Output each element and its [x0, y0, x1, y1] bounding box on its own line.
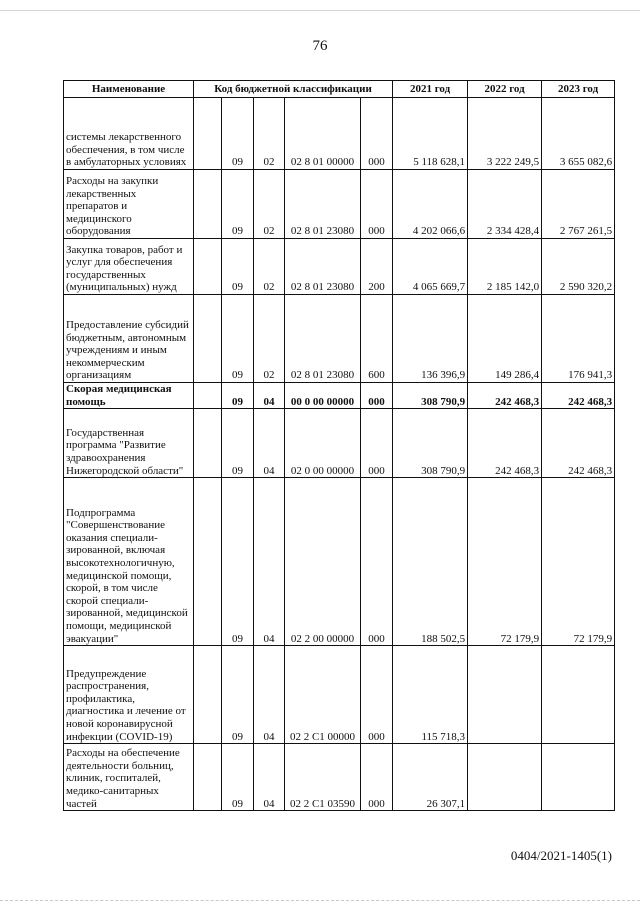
empty-code-cell: [194, 239, 222, 295]
value-2021: 5 118 628,1: [393, 98, 468, 170]
code-target-article: 02 8 01 23080: [285, 295, 361, 383]
table-row: [64, 295, 615, 383]
code-section: 09: [222, 646, 254, 744]
code-target-article: 02 2 00 00000: [285, 478, 361, 646]
row-name: Предоставление субсидий бюджетным, автономным учреждениям и иным некоммерческим организациям: [64, 295, 194, 383]
code-target-article: 02 8 01 00000: [285, 98, 361, 170]
value-2023: [542, 744, 615, 811]
value-2022: 242 468,3: [468, 409, 542, 478]
budget-table: [63, 80, 615, 811]
value-2021: 308 790,9: [393, 409, 468, 478]
row-name: системы лекарственного обеспечения, в том числе в амбулаторных условиях: [64, 98, 194, 170]
empty-code-cell: [194, 478, 222, 646]
code-section: 09: [222, 383, 254, 409]
table-row: [64, 170, 615, 239]
empty-code-cell: [194, 295, 222, 383]
page-number: 76: [312, 38, 328, 54]
value-2022: 242 468,3: [468, 383, 542, 409]
code-target-article: 02 0 00 00000: [285, 409, 361, 478]
code-target-article: 02 8 01 23080: [285, 239, 361, 295]
empty-code-cell: [194, 383, 222, 409]
code-section: 09: [222, 98, 254, 170]
code-subsection: 02: [254, 170, 285, 239]
code-expense-type: 000: [361, 98, 393, 170]
value-2022: 3 222 249,5: [468, 98, 542, 170]
code-expense-type: 600: [361, 295, 393, 383]
table-header-row: [64, 81, 615, 98]
table-row: [64, 383, 615, 409]
code-subsection: 02: [254, 98, 285, 170]
value-2023: 176 941,3: [542, 295, 615, 383]
code-subsection: 04: [254, 383, 285, 409]
row-name: Скорая медицинская помощь: [64, 383, 194, 409]
code-section: 09: [222, 239, 254, 295]
code-target-article: 02 2 C1 00000: [285, 646, 361, 744]
value-2023: 3 655 082,6: [542, 98, 615, 170]
value-2022: 72 179,9: [468, 478, 542, 646]
code-expense-type: 000: [361, 383, 393, 409]
value-2021: 136 396,9: [393, 295, 468, 383]
value-2021: 188 502,5: [393, 478, 468, 646]
table-row: [64, 478, 615, 646]
code-section: 09: [222, 478, 254, 646]
table-row: [64, 239, 615, 295]
code-target-article: 00 0 00 00000: [285, 383, 361, 409]
code-expense-type: 000: [361, 646, 393, 744]
value-2023: 2 767 261,5: [542, 170, 615, 239]
table-row: [64, 409, 615, 478]
value-2022: [468, 646, 542, 744]
empty-code-cell: [194, 98, 222, 170]
code-section: 09: [222, 409, 254, 478]
value-2022: 2 334 428,4: [468, 170, 542, 239]
value-2021: 26 307,1: [393, 744, 468, 811]
empty-code-cell: [194, 170, 222, 239]
table-row: [64, 98, 615, 170]
code-subsection: 02: [254, 239, 285, 295]
row-name: Подпрограмма "Совершенствование оказания специали-зированной, включая высокотехнологичную, медицинской помощи, скорой, в том числе скорой специали-зированной, медицинской помощи, медицинской эвакуации": [64, 478, 194, 646]
code-target-article: 02 8 01 23080: [285, 170, 361, 239]
value-2023: 242 468,3: [542, 409, 615, 478]
row-name: Расходы на закупки лекарственных препаратов и медицинского оборудования: [64, 170, 194, 239]
value-2023: 2 590 320,2: [542, 239, 615, 295]
code-subsection: 04: [254, 409, 285, 478]
code-section: 09: [222, 295, 254, 383]
code-expense-type: 000: [361, 170, 393, 239]
header-2022: 2022 год: [468, 81, 542, 98]
top-rule: [0, 10, 640, 11]
header-code: Код бюджетной классификации: [194, 81, 393, 98]
header-2023: 2023 год: [542, 81, 615, 98]
value-2023: [542, 646, 615, 744]
table-row: [64, 744, 615, 811]
code-expense-type: 000: [361, 478, 393, 646]
value-2023: 72 179,9: [542, 478, 615, 646]
value-2021: 115 718,3: [393, 646, 468, 744]
code-section: 09: [222, 170, 254, 239]
header-name: Наименование: [64, 81, 194, 98]
bottom-rule: [0, 900, 640, 901]
value-2022: 149 286,4: [468, 295, 542, 383]
value-2021: 4 202 066,6: [393, 170, 468, 239]
code-subsection: 04: [254, 744, 285, 811]
code-target-article: 02 2 C1 03590: [285, 744, 361, 811]
value-2022: 2 185 142,0: [468, 239, 542, 295]
value-2022: [468, 744, 542, 811]
row-name: Государственная программа "Развитие здравоохранения Нижегородской области": [64, 409, 194, 478]
code-expense-type: 000: [361, 409, 393, 478]
row-name: Предупреждение распространения, профилактика, диагностика и лечение от новой коронавирусной инфекции (COVID-19): [64, 646, 194, 744]
row-name: Закупка товаров, работ и услуг для обеспечения государственных (муниципальных) нужд: [64, 239, 194, 295]
document-id: 0404/2021-1405(1): [510, 848, 612, 863]
value-2021: 308 790,9: [393, 383, 468, 409]
value-2023: 242 468,3: [542, 383, 615, 409]
table-row: [64, 646, 615, 744]
code-subsection: 02: [254, 295, 285, 383]
code-section: 09: [222, 744, 254, 811]
empty-code-cell: [194, 646, 222, 744]
code-expense-type: 200: [361, 239, 393, 295]
empty-code-cell: [194, 409, 222, 478]
code-subsection: 04: [254, 478, 285, 646]
header-2021: 2021 год: [393, 81, 468, 98]
empty-code-cell: [194, 744, 222, 811]
row-name: Расходы на обеспечение деятельности больниц, клиник, госпиталей, медико-санитарных частей: [64, 744, 194, 811]
value-2021: 4 065 669,7: [393, 239, 468, 295]
code-subsection: 04: [254, 646, 285, 744]
code-expense-type: 000: [361, 744, 393, 811]
